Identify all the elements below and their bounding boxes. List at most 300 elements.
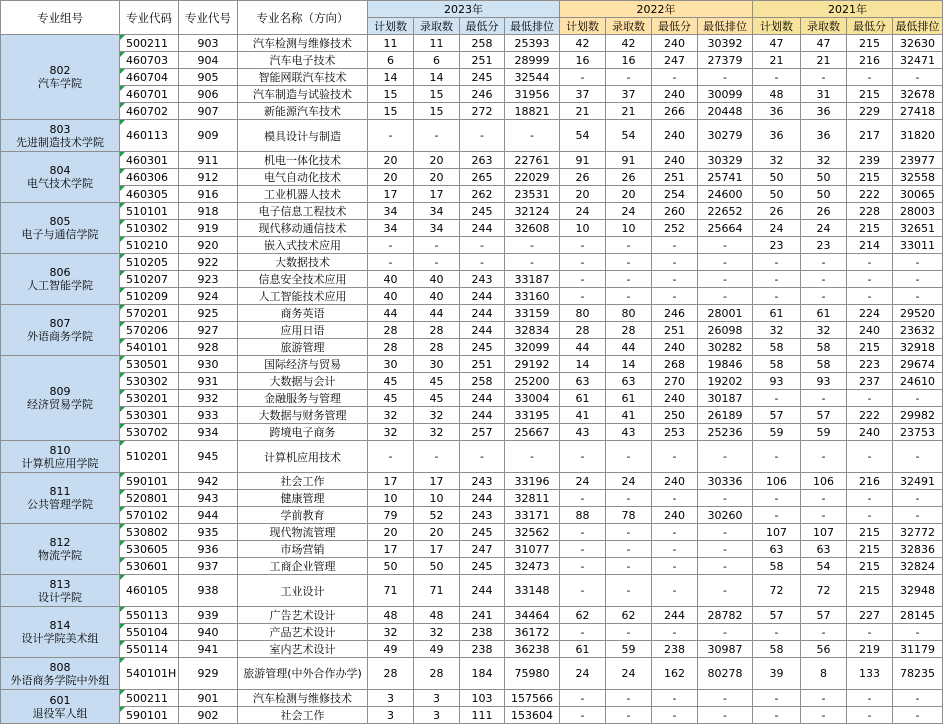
value-cell: - [606, 288, 652, 305]
subheader-0-0: 计划数 [368, 18, 414, 35]
value-cell: 71 [414, 575, 460, 607]
major-name-cell: 广告艺术设计 [238, 607, 368, 624]
table-row [1, 339, 943, 356]
group-label: 809 经济贸易学院 [1, 356, 120, 441]
value-cell: 29520 [893, 305, 943, 322]
major-code-cell: 570206 [120, 322, 179, 339]
value-cell: 17 [414, 473, 460, 490]
value-cell: 44 [368, 305, 414, 322]
major-code-cell: 590101 [120, 473, 179, 490]
value-cell: 58 [753, 558, 801, 575]
major-no-cell: 927 [179, 322, 238, 339]
major-name-cell: 工业机器人技术 [238, 186, 368, 203]
value-cell: 20 [560, 186, 606, 203]
major-name-cell: 现代移动通信技术 [238, 220, 368, 237]
table-row [1, 186, 943, 203]
value-cell: - [652, 69, 698, 86]
value-cell: - [801, 390, 847, 407]
value-cell: 48 [753, 86, 801, 103]
value-cell: - [753, 490, 801, 507]
subheader-0-1: 录取数 [414, 18, 460, 35]
value-cell: 244 [460, 305, 505, 322]
value-cell: 30260 [698, 507, 753, 524]
group-label: 811 公共管理学院 [1, 473, 120, 524]
value-cell: - [505, 441, 560, 473]
major-no-cell: 930 [179, 356, 238, 373]
value-cell: - [698, 558, 753, 575]
value-cell: 31820 [893, 120, 943, 152]
major-no-cell: 939 [179, 607, 238, 624]
subheader-2-1: 录取数 [801, 18, 847, 35]
value-cell: - [652, 690, 698, 707]
value-cell: 30 [414, 356, 460, 373]
value-cell: 32678 [893, 86, 943, 103]
major-no-cell: 911 [179, 152, 238, 169]
value-cell: 33004 [505, 390, 560, 407]
value-cell: 111 [460, 707, 505, 724]
table-row [1, 441, 943, 473]
table-row [1, 424, 943, 441]
major-name-cell: 工业设计 [238, 575, 368, 607]
value-cell: - [368, 237, 414, 254]
value-cell: 26 [753, 203, 801, 220]
major-no-cell: 912 [179, 169, 238, 186]
value-cell: 29674 [893, 356, 943, 373]
value-cell: 216 [847, 473, 893, 490]
value-cell: - [847, 507, 893, 524]
value-cell: - [606, 690, 652, 707]
group-label: 804 电气技术学院 [1, 152, 120, 203]
value-cell: 61 [753, 305, 801, 322]
value-cell: 57 [801, 407, 847, 424]
major-name-cell: 汽车电子技术 [238, 52, 368, 69]
value-cell: 215 [847, 524, 893, 541]
value-cell: - [606, 441, 652, 473]
value-cell: 32544 [505, 69, 560, 86]
value-cell: - [460, 254, 505, 271]
major-code-cell: 460702 [120, 103, 179, 120]
major-name-cell: 工商企业管理 [238, 558, 368, 575]
value-cell: - [801, 707, 847, 724]
table-row [1, 407, 943, 424]
major-name-cell: 社会工作 [238, 707, 368, 724]
value-cell: 265 [460, 169, 505, 186]
table-row [1, 624, 943, 641]
value-cell: 162 [652, 658, 698, 690]
value-cell: 61 [560, 641, 606, 658]
value-cell: 45 [368, 373, 414, 390]
value-cell: 33160 [505, 288, 560, 305]
value-cell: - [893, 390, 943, 407]
major-no-cell: 925 [179, 305, 238, 322]
major-no-cell: 938 [179, 575, 238, 607]
value-cell: - [560, 254, 606, 271]
value-cell: 244 [460, 490, 505, 507]
value-cell: - [847, 690, 893, 707]
subheader-2-2: 最低分 [847, 18, 893, 35]
value-cell: 15 [414, 86, 460, 103]
value-cell: 62 [560, 607, 606, 624]
value-cell: - [847, 288, 893, 305]
value-cell: - [368, 254, 414, 271]
major-name-cell: 跨境电子商务 [238, 424, 368, 441]
major-name-cell: 国际经济与贸易 [238, 356, 368, 373]
value-cell: 215 [847, 169, 893, 186]
value-cell: 37 [606, 86, 652, 103]
value-cell: - [606, 624, 652, 641]
major-no-cell: 931 [179, 373, 238, 390]
value-cell: 32562 [505, 524, 560, 541]
major-no-cell: 907 [179, 103, 238, 120]
value-cell: - [560, 237, 606, 254]
value-cell: 33148 [505, 575, 560, 607]
value-cell: - [801, 69, 847, 86]
value-cell: - [753, 69, 801, 86]
value-cell: - [414, 441, 460, 473]
major-name-cell: 商务英语 [238, 305, 368, 322]
value-cell: 24610 [893, 373, 943, 390]
value-cell: 24 [606, 658, 652, 690]
value-cell: - [560, 575, 606, 607]
value-cell: 262 [460, 186, 505, 203]
value-cell: 31 [801, 86, 847, 103]
value-cell: 107 [801, 524, 847, 541]
value-cell: - [893, 707, 943, 724]
value-cell: 22029 [505, 169, 560, 186]
value-cell: - [698, 624, 753, 641]
value-cell: 237 [847, 373, 893, 390]
major-no-cell: 919 [179, 220, 238, 237]
value-cell: 61 [606, 390, 652, 407]
value-cell: 22652 [698, 203, 753, 220]
value-cell: 91 [606, 152, 652, 169]
value-cell: 50 [753, 186, 801, 203]
value-cell: 247 [652, 52, 698, 69]
value-cell: 8 [801, 658, 847, 690]
major-name-cell: 市场营销 [238, 541, 368, 558]
value-cell: - [847, 441, 893, 473]
value-cell: 10 [606, 220, 652, 237]
value-cell: - [652, 558, 698, 575]
value-cell: 14 [414, 69, 460, 86]
value-cell: 3 [414, 707, 460, 724]
major-no-cell: 936 [179, 541, 238, 558]
value-cell: 58 [753, 356, 801, 373]
header-year-2021: 2021年 [753, 1, 943, 18]
value-cell: 30392 [698, 35, 753, 52]
value-cell: 58 [801, 356, 847, 373]
table-row [1, 658, 943, 690]
major-code-cell: 550114 [120, 641, 179, 658]
value-cell: 26 [606, 169, 652, 186]
value-cell: 215 [847, 339, 893, 356]
major-no-cell: 943 [179, 490, 238, 507]
major-name-cell: 汽车检测与维修技术 [238, 690, 368, 707]
value-cell: 32651 [893, 220, 943, 237]
value-cell: - [698, 69, 753, 86]
value-cell: - [560, 558, 606, 575]
value-cell: - [505, 237, 560, 254]
value-cell: 10 [560, 220, 606, 237]
major-code-cell: 530501 [120, 356, 179, 373]
value-cell: 32 [414, 424, 460, 441]
major-no-cell: 905 [179, 69, 238, 86]
major-no-cell: 929 [179, 658, 238, 690]
value-cell: 20 [368, 524, 414, 541]
value-cell: 244 [460, 322, 505, 339]
value-cell: 78 [606, 507, 652, 524]
major-code-cell: 570201 [120, 305, 179, 322]
value-cell: 26098 [698, 322, 753, 339]
value-cell: 244 [460, 390, 505, 407]
value-cell: 3 [368, 707, 414, 724]
value-cell: 40 [414, 271, 460, 288]
major-code-cell: 510302 [120, 220, 179, 237]
value-cell: 30987 [698, 641, 753, 658]
value-cell: 258 [460, 35, 505, 52]
value-cell: - [652, 624, 698, 641]
value-cell: 215 [847, 558, 893, 575]
value-cell: 215 [847, 541, 893, 558]
value-cell: 215 [847, 35, 893, 52]
value-cell: 45 [414, 390, 460, 407]
value-cell: 217 [847, 120, 893, 152]
value-cell: - [801, 690, 847, 707]
value-cell: - [560, 441, 606, 473]
value-cell: 56 [801, 641, 847, 658]
subheader-2-3: 最低排位 [893, 18, 943, 35]
value-cell: 238 [652, 641, 698, 658]
major-code-cell: 460301 [120, 152, 179, 169]
value-cell: 239 [847, 152, 893, 169]
value-cell: 16 [560, 52, 606, 69]
value-cell: - [753, 707, 801, 724]
value-cell: - [753, 271, 801, 288]
table-row [1, 120, 943, 152]
major-name-cell: 旅游管理(中外合作办学) [238, 658, 368, 690]
value-cell: 47 [801, 35, 847, 52]
value-cell: - [606, 558, 652, 575]
value-cell: - [560, 690, 606, 707]
group-label: 813 设计学院 [1, 575, 120, 607]
major-code-cell: 460306 [120, 169, 179, 186]
value-cell: 243 [460, 271, 505, 288]
value-cell: 44 [414, 305, 460, 322]
major-no-cell: 903 [179, 35, 238, 52]
value-cell: - [606, 271, 652, 288]
value-cell: 30336 [698, 473, 753, 490]
value-cell: - [801, 490, 847, 507]
value-cell: 20 [368, 169, 414, 186]
value-cell: 263 [460, 152, 505, 169]
subheader-2-0: 计划数 [753, 18, 801, 35]
value-cell: - [698, 237, 753, 254]
value-cell: 23632 [893, 322, 943, 339]
value-cell: 240 [847, 322, 893, 339]
value-cell: 245 [460, 203, 505, 220]
major-code-cell: 530802 [120, 524, 179, 541]
value-cell: 91 [560, 152, 606, 169]
value-cell: 32772 [893, 524, 943, 541]
value-cell: - [368, 441, 414, 473]
value-cell: 33195 [505, 407, 560, 424]
value-cell: 20 [414, 524, 460, 541]
value-cell: - [893, 288, 943, 305]
value-cell: 28 [560, 322, 606, 339]
subheader-0-3: 最低排位 [505, 18, 560, 35]
major-name-cell: 汽车检测与维修技术 [238, 35, 368, 52]
subheader-1-0: 计划数 [560, 18, 606, 35]
value-cell: 214 [847, 237, 893, 254]
value-cell: 34 [414, 220, 460, 237]
value-cell: 224 [847, 305, 893, 322]
value-cell: 21 [606, 103, 652, 120]
value-cell: 33196 [505, 473, 560, 490]
value-cell: - [505, 120, 560, 152]
major-no-cell: 924 [179, 288, 238, 305]
value-cell: 29192 [505, 356, 560, 373]
value-cell: 17 [368, 541, 414, 558]
value-cell: 88 [560, 507, 606, 524]
major-no-cell: 940 [179, 624, 238, 641]
major-code-cell: 540101H [120, 658, 179, 690]
value-cell: 32124 [505, 203, 560, 220]
value-cell: 222 [847, 186, 893, 203]
value-cell: 93 [801, 373, 847, 390]
value-cell: - [698, 707, 753, 724]
value-cell: 251 [460, 52, 505, 69]
major-no-cell: 928 [179, 339, 238, 356]
value-cell: 15 [368, 103, 414, 120]
major-name-cell: 电子信息工程技术 [238, 203, 368, 220]
value-cell: 41 [606, 407, 652, 424]
value-cell: 25741 [698, 169, 753, 186]
value-cell: 216 [847, 52, 893, 69]
value-cell: 25236 [698, 424, 753, 441]
value-cell: - [698, 524, 753, 541]
value-cell: 240 [652, 35, 698, 52]
value-cell: 251 [652, 322, 698, 339]
major-no-cell: 923 [179, 271, 238, 288]
value-cell: 93 [753, 373, 801, 390]
value-cell: 251 [652, 169, 698, 186]
value-cell: 43 [606, 424, 652, 441]
value-cell: 240 [652, 86, 698, 103]
major-code-cell: 510101 [120, 203, 179, 220]
value-cell: - [893, 69, 943, 86]
value-cell: 34 [414, 203, 460, 220]
value-cell: 3 [414, 690, 460, 707]
value-cell: 30065 [893, 186, 943, 203]
table-row [1, 52, 943, 69]
value-cell: 258 [460, 373, 505, 390]
major-no-cell: 937 [179, 558, 238, 575]
value-cell: - [753, 390, 801, 407]
value-cell: - [560, 707, 606, 724]
major-name-cell: 模具设计与制造 [238, 120, 368, 152]
major-name-cell: 大数据与财务管理 [238, 407, 368, 424]
value-cell: 48 [414, 607, 460, 624]
table-row [1, 288, 943, 305]
value-cell: 23977 [893, 152, 943, 169]
subheader-1-3: 最低排位 [698, 18, 753, 35]
value-cell: - [414, 237, 460, 254]
table-row [1, 69, 943, 86]
table-row [1, 390, 943, 407]
value-cell: - [698, 254, 753, 271]
major-code-cell: 460113 [120, 120, 179, 152]
value-cell: 272 [460, 103, 505, 120]
value-cell: - [606, 541, 652, 558]
table-row [1, 237, 943, 254]
major-name-cell: 现代物流管理 [238, 524, 368, 541]
value-cell: 36238 [505, 641, 560, 658]
value-cell: 153604 [505, 707, 560, 724]
value-cell: - [368, 120, 414, 152]
value-cell: 57 [801, 607, 847, 624]
value-cell: 32608 [505, 220, 560, 237]
major-code-cell: 550104 [120, 624, 179, 641]
major-code-cell: 460701 [120, 86, 179, 103]
major-code-cell: 530302 [120, 373, 179, 390]
major-no-cell: 933 [179, 407, 238, 424]
value-cell: 20 [606, 186, 652, 203]
value-cell: 10 [368, 490, 414, 507]
major-name-cell: 学前教育 [238, 507, 368, 524]
value-cell: 24 [801, 220, 847, 237]
value-cell: 80 [560, 305, 606, 322]
value-cell: 36 [753, 120, 801, 152]
major-no-cell: 934 [179, 424, 238, 441]
value-cell: 28 [414, 322, 460, 339]
table-row [1, 356, 943, 373]
value-cell: 26189 [698, 407, 753, 424]
value-cell: 30 [368, 356, 414, 373]
value-cell: - [847, 390, 893, 407]
table-row [1, 103, 943, 120]
major-code-cell: 550113 [120, 607, 179, 624]
table-row [1, 473, 943, 490]
value-cell: 22761 [505, 152, 560, 169]
value-cell: - [652, 490, 698, 507]
value-cell: - [698, 441, 753, 473]
value-cell: 32 [414, 407, 460, 424]
value-cell: 106 [801, 473, 847, 490]
value-cell: 215 [847, 220, 893, 237]
value-cell: - [460, 120, 505, 152]
value-cell: 27418 [893, 103, 943, 120]
value-cell: 157566 [505, 690, 560, 707]
value-cell: 45 [368, 390, 414, 407]
value-cell: 63 [560, 373, 606, 390]
major-code-cell: 500211 [120, 690, 179, 707]
value-cell: 23531 [505, 186, 560, 203]
value-cell: 44 [606, 339, 652, 356]
value-cell: - [753, 254, 801, 271]
value-cell: 241 [460, 607, 505, 624]
value-cell: 30099 [698, 86, 753, 103]
value-cell: 25667 [505, 424, 560, 441]
value-cell: 18821 [505, 103, 560, 120]
value-cell: - [606, 490, 652, 507]
value-cell: 54 [560, 120, 606, 152]
value-cell: - [847, 707, 893, 724]
major-code-cell: 510207 [120, 271, 179, 288]
value-cell: 24 [606, 203, 652, 220]
value-cell: - [460, 237, 505, 254]
major-name-cell: 计算机应用技术 [238, 441, 368, 473]
table-row [1, 558, 943, 575]
